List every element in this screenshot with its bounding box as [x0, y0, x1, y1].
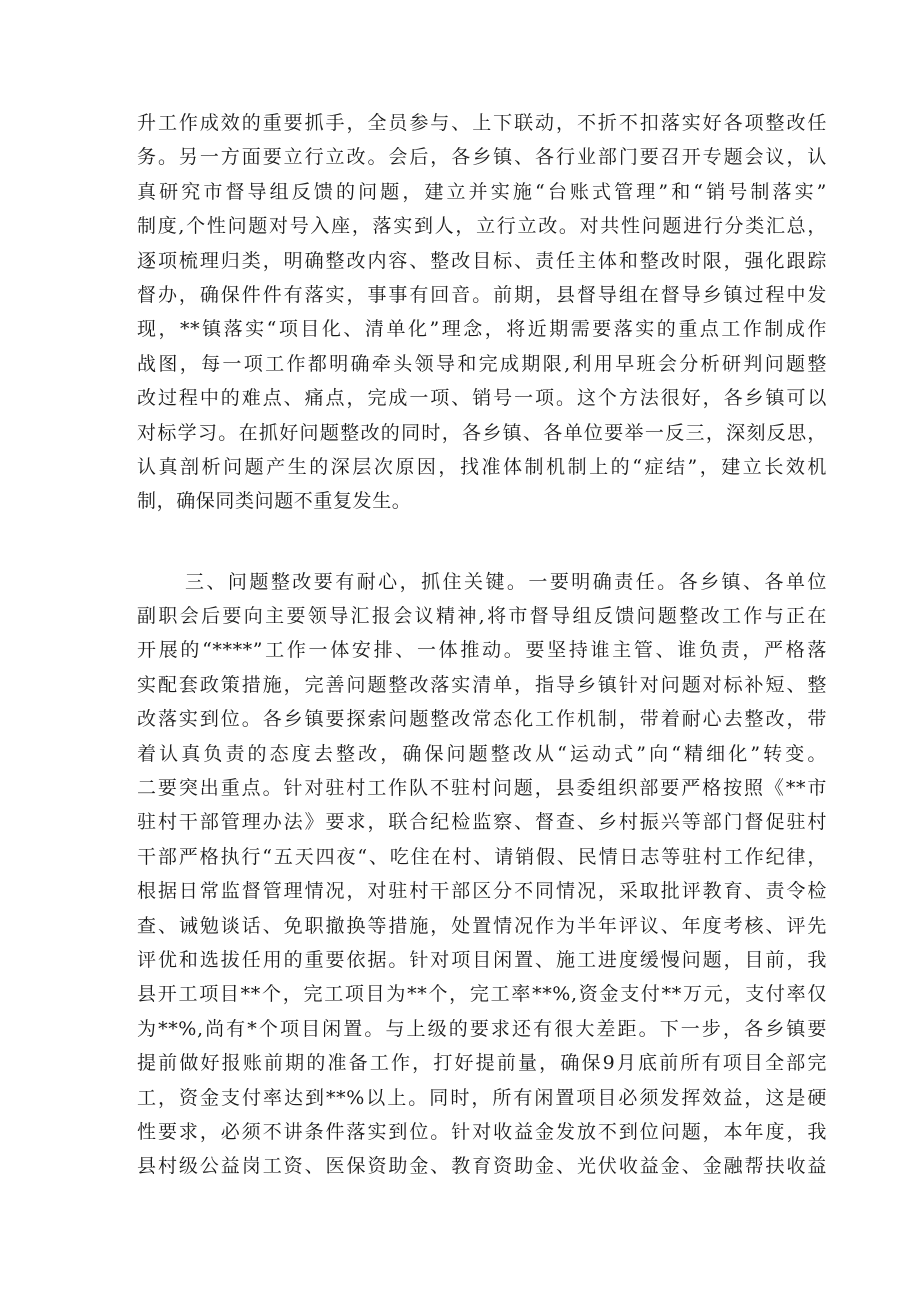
text-line: 提前做好报账前期的准备工作，打好提前量，确保9月底前所有项目全部完 — [137, 1052, 827, 1075]
text-line: 驻村干部管理办法》要求，联合纪检监察、督查、乡村振兴等部门督促驻村 — [137, 811, 827, 834]
text-line: 制，确保同类问题不重复发生。 — [137, 490, 412, 513]
text-line: 县开工项目**个，完工项目为**个，完工率**%,资金支付**万元，支付率仅 — [137, 983, 827, 1006]
text-line: 工，资金支付率达到**%以上。同时，所有闲置项目必须发挥效益，这是硬 — [137, 1086, 827, 1109]
text-line: 真研究市督导组反馈的问题，建立并实施“台账式管理”和“销号制落实” — [137, 180, 827, 203]
text-line: 督办，确保件件有落实，事事有回音。前期，县督导组在督导乡镇过程中发 — [137, 283, 827, 306]
text-line: 实配套政策措施，完善问题整改落实清单，指导乡镇针对问题对标补短、整 — [137, 673, 827, 696]
paragraph-section-three — [137, 565, 827, 1184]
text-line: 开展的“****”工作一体安排、一体推动。要坚持谁主管、谁负责，严格落 — [137, 639, 827, 662]
text-line: 性要求，必须不讲条件落实到位。针对收益金发放不到位问题，本年度，我 — [137, 1120, 827, 1143]
text-line: 评优和选拔任用的重要依据。针对项目闲置、施工进度缓慢问题，目前，我 — [137, 948, 827, 971]
text-line: 县村级公益岗工资、医保资助金、教育资助金、光伏收益金、金融帮扶收益 — [137, 1155, 827, 1178]
text-line: 为**%,尚有*个项目闲置。与上级的要求还有很大差距。下一步，各乡镇要 — [137, 1017, 827, 1040]
text-line: 改落实到位。各乡镇要探索问题整改常态化工作机制，带着耐心去整改，带 — [137, 708, 827, 731]
text-line: 务。另一方面要立行立改。会后，各乡镇、各行业部门要召开专题会议，认 — [137, 146, 827, 169]
text-line: 制度,个性问题对号入座，落实到人，立行立改。对共性问题进行分类汇总， — [137, 215, 827, 238]
text-line: 改过程中的难点、痛点，完成一项、销号一项。这个方法很好，各乡镇可以 — [137, 387, 827, 410]
text-line: 查、诫勉谈话、免职撤换等措施，处置情况作为半年评议、年度考核、评先 — [137, 914, 827, 937]
paragraph-spacer — [137, 519, 827, 565]
document-body — [137, 106, 827, 1184]
text-line: 二要突出重点。针对驻村工作队不驻村问题，县委组织部要严格按照《**市 — [137, 777, 827, 800]
text-line: 现，**镇落实“项目化、清单化”理念，将近期需要落实的重点工作制成作 — [137, 318, 827, 341]
text-line: 干部严格执行“五天四夜“、吃住在村、请销假、民情日志等驻村工作纪律， — [137, 845, 827, 868]
text-line: 副职会后要向主要领导汇报会议精神,将市督导组反馈问题整改工作与正在 — [137, 605, 827, 628]
text-line: 升工作成效的重要抓手，全员参与、上下联动，不折不扣落实好各项整改任 — [137, 112, 827, 134]
section-heading-line: 三、问题整改要有耐心，抓住关键。一要明确责任。各乡镇、各单位 — [185, 570, 827, 593]
paragraph-rectification-measures — [137, 106, 827, 519]
text-line: 战图，每一项工作都明确牵头领导和完成期限,利用早班会分析研判问题整 — [137, 352, 827, 375]
text-line: 对标学习。在抓好问题整改的同时，各乡镇、各单位要举一反三，深刻反思， — [137, 421, 827, 444]
text-line: 着认真负责的态度去整改，确保问题整改从“运动式”向“精细化”转变。 — [137, 742, 827, 765]
text-line: 根据日常监督管理情况，对驻村干部区分不同情况，采取批评教育、责令检 — [137, 880, 827, 903]
text-line: 逐项梳理归类，明确整改内容、整改目标、责任主体和整改时限，强化跟踪 — [137, 249, 827, 272]
text-line: 认真剖析问题产生的深层次原因，找准体制机制上的“症结”，建立长效机 — [137, 455, 827, 478]
